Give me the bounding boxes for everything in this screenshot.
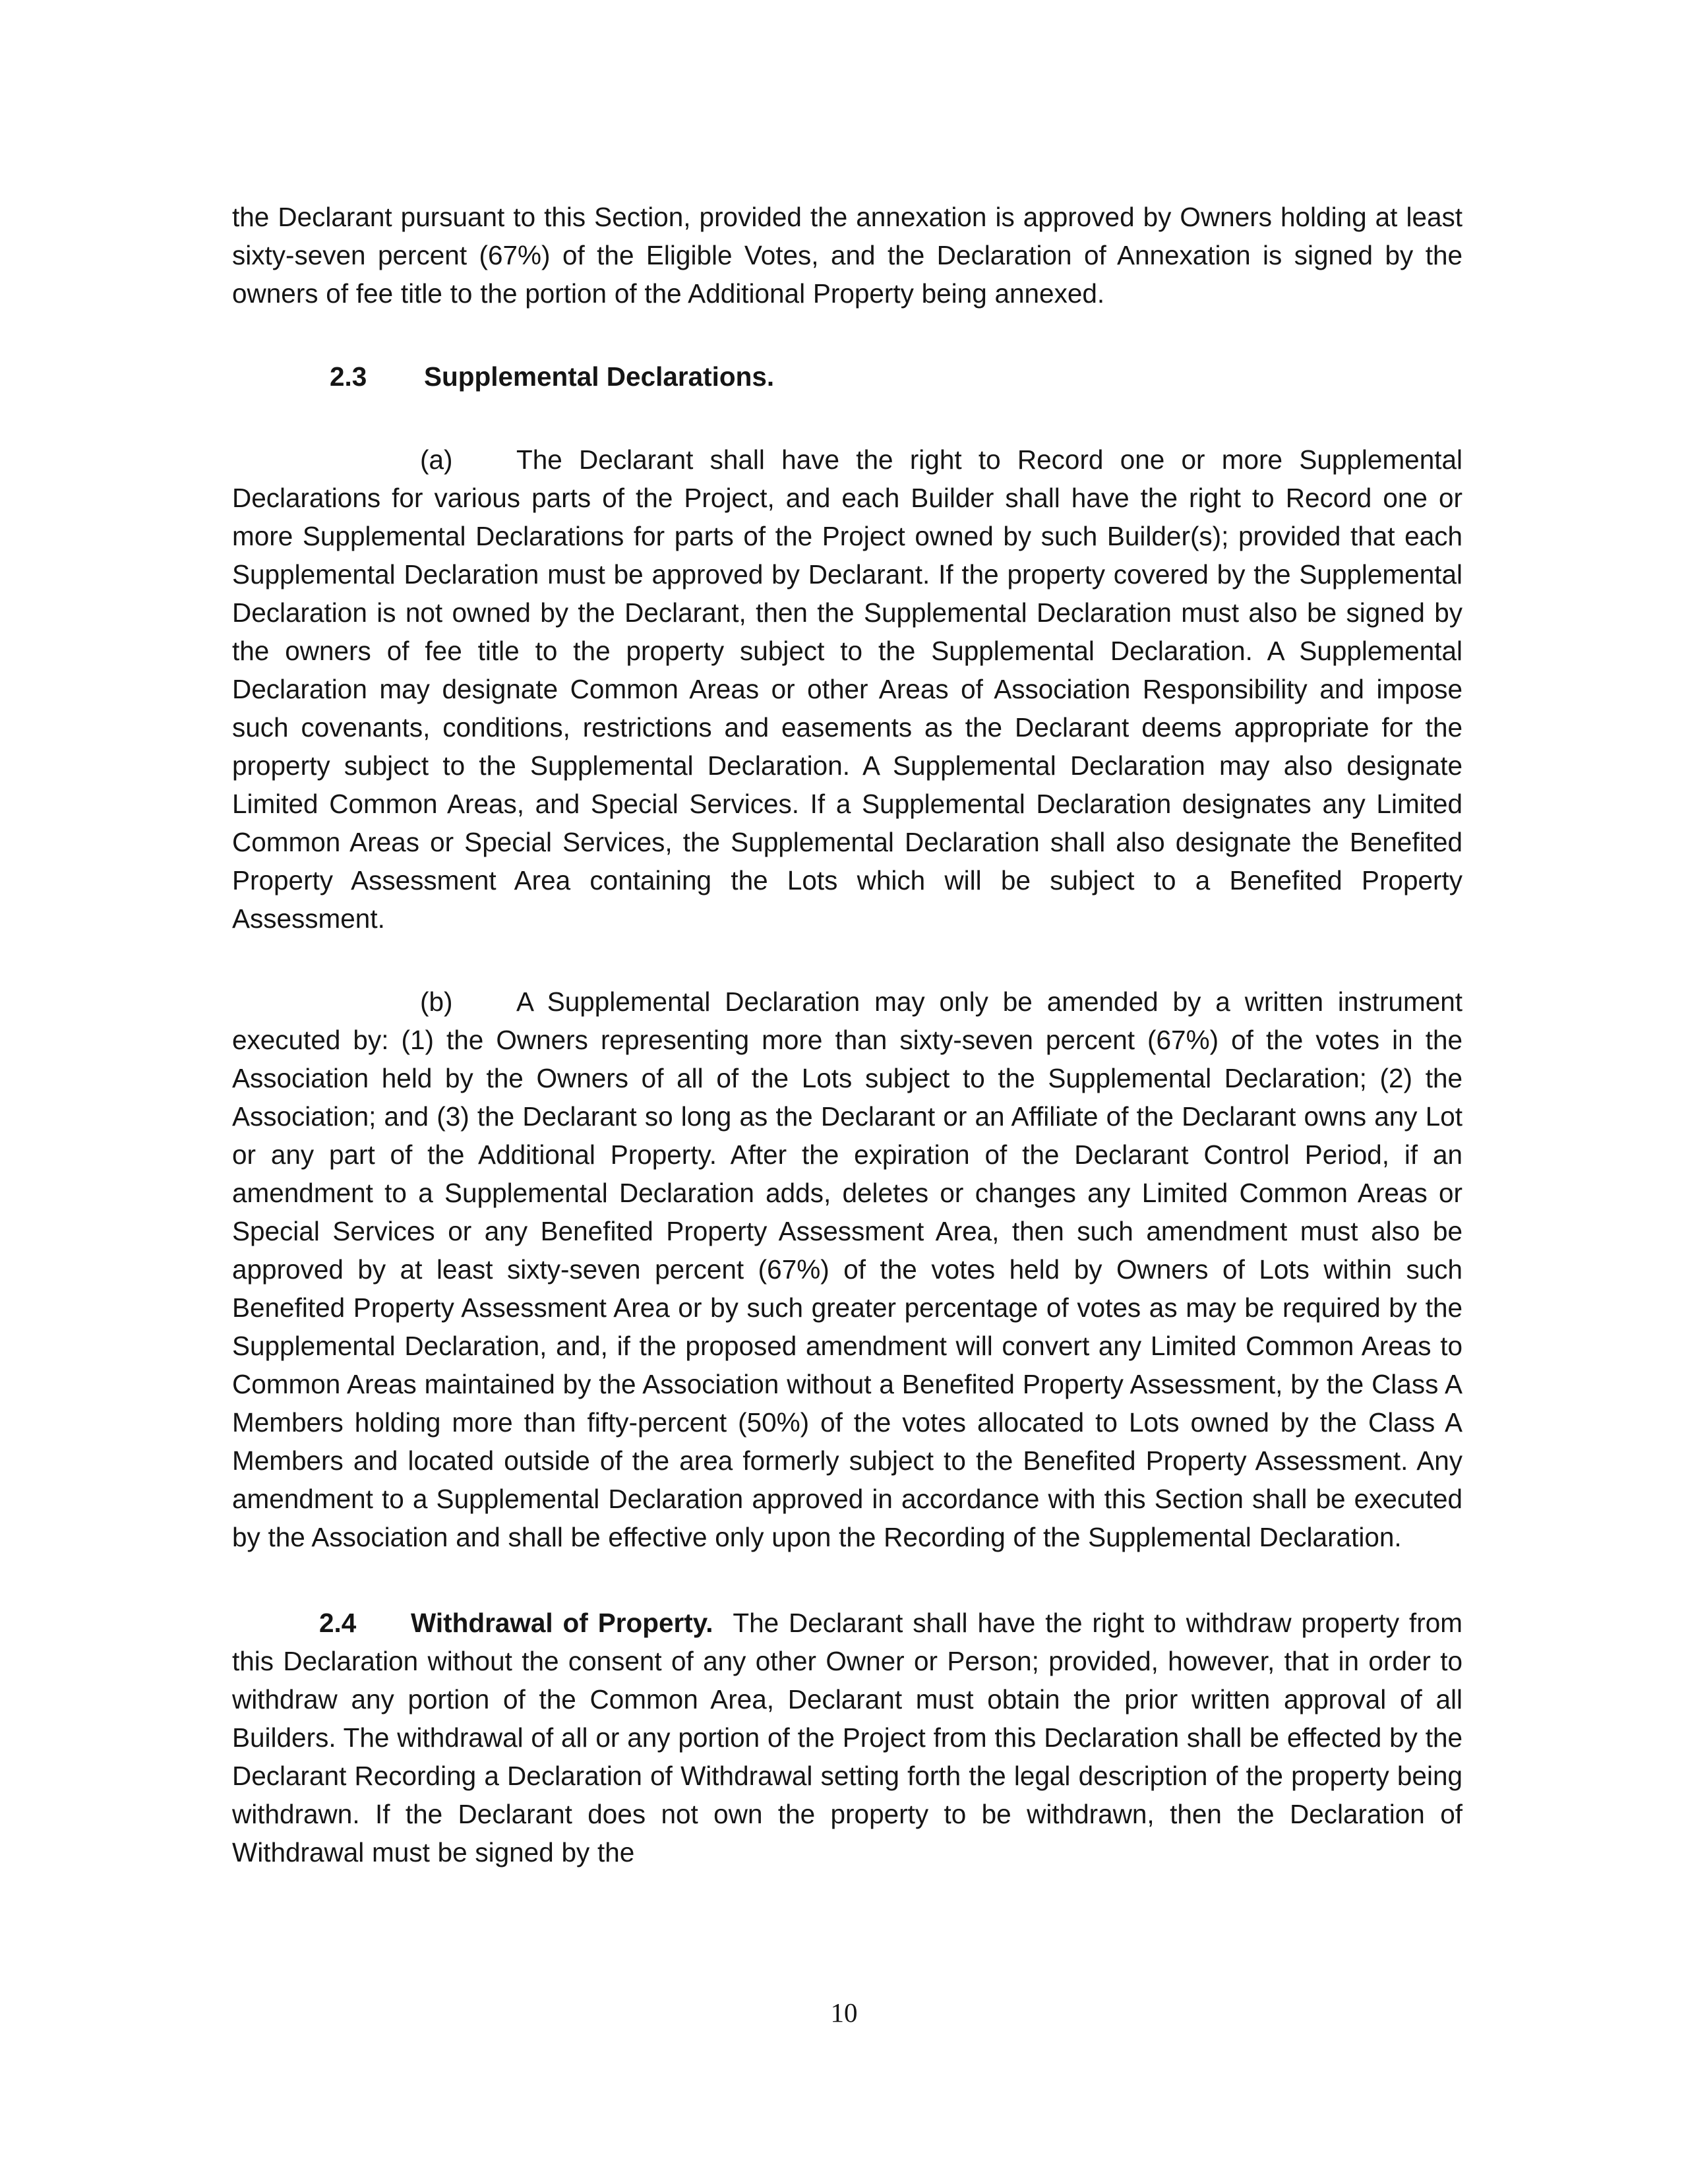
page-number: 10 (830, 1997, 858, 2028)
subsection-letter: (b) (420, 986, 453, 1017)
subsection-letter: (a) (420, 444, 453, 475)
section-number: 2.3 (330, 361, 367, 392)
section-title: Withdrawal of Property. (411, 1608, 713, 1638)
subsection-text: A Supplemental Declaration may only be amended by a written instrument executed by: (1) the Owners representing more than sixty-seven percent (67%) of the votes in the Association held by the Owners of all of the Lots subject to the Supplemental Declaration; (2) the Association; and (3) the Declarant so long as the Declarant or an Affiliate of the Declarant owns any Lot or any part of the Additional Property. After the expiration of the Declarant Control Period, if an amendment to a Supplemental Declaration adds, deletes or changes any Limited Common Areas or Special Services or any Benefited Property Assessment Area, then such amendment must also be approved by at least sixty-seven percent (67%) of the votes held by Owners of Lots within such Benefited Property Assessment Area or by such greater percentage of votes as may be required by the Supplemental Declaration, and, if the proposed amendment will convert any Limited Common Areas to Common Areas maintained by the Association without a Benefited Property Assessment, by the Class A Members holding more than fifty-percent (50%) of the votes allocated to Lots owned by the Class A Members and located outside of the area formerly subject to the Benefited Property Assessment. Any amendment to a Supplemental Declaration approved in accordance with this Section shall be executed by the Association and shall be effective only upon the Recording of the Supplemental Declaration. (232, 986, 1462, 1552)
section-title: Supplemental Declarations. (424, 361, 775, 392)
page-body (232, 198, 1462, 1871)
section-2-4-paragraph (232, 1604, 1462, 1871)
subsection-a-paragraph (232, 440, 1462, 938)
section-2-3-heading (330, 357, 1462, 396)
section-text: The Declarant shall have the right to withdraw property from this Declaration without the consent of any other Owner or Person; provided, however, that in order to withdraw any portion of the Common Area, Declarant must obtain the prior written approval of all Builders. The withdrawal of all or any portion of the Project from this Declaration shall be effected by the Declarant Recording a Declaration of Withdrawal setting forth the legal description of the property being withdrawn. If the Declarant does not own the property to be withdrawn, then the Declaration of Withdrawal must be signed by the (232, 1608, 1462, 1867)
subsection-b-paragraph (232, 983, 1462, 1556)
intro-paragraph: the Declarant pursuant to this Section, provided the annexation is approved by Owners holding at least sixty-seven percent (67%) of the Eligible Votes, and the Declaration of Annexation is signed by the owners of fee title to the portion of the Additional Property being annexed. (232, 202, 1462, 309)
section-number: 2.4 (319, 1608, 357, 1638)
subsection-text: The Declarant shall have the right to Record one or more Supplemental Declarations for various parts of the Project, and each Builder shall have the right to Record one or more Supplemental Declarations for parts of the Project owned by such Builder(s); provided that each Supplemental Declaration must be approved by Declarant. If the property covered by the Supplemental Declaration is not owned by the Declarant, then the Supplemental Declaration must also be signed by the owners of fee title to the property subject to the Supplemental Declaration. A Supplemental Declaration may designate Common Areas or other Areas of Association Responsibility and impose such covenants, conditions, restrictions and easements as the Declarant deems appropriate for the property subject to the Supplemental Declaration. A Supplemental Declaration may also designate Limited Common Areas, and Special Services. If a Supplemental Declaration designates any Limited Common Areas or Special Services, the Supplemental Declaration shall also designate the Benefited Property Assessment Area containing the Lots which will be subject to a Benefited Property Assessment. (232, 444, 1462, 934)
